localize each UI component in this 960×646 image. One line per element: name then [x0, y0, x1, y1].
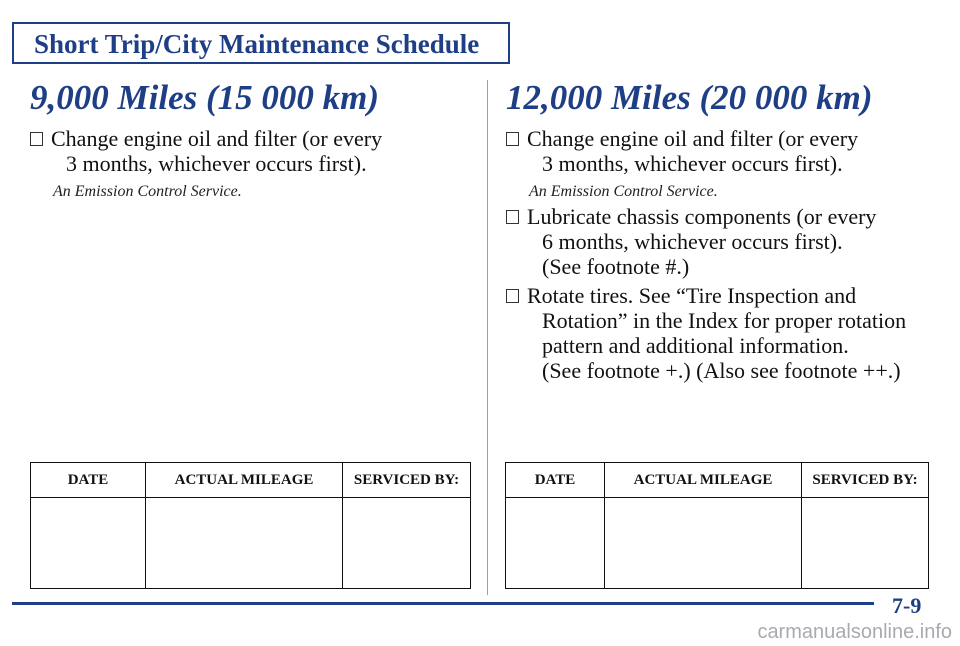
interval-heading-9000: 9,000 Miles (15 000 km): [30, 78, 380, 117]
mileage-entry-cell[interactable]: [146, 498, 343, 589]
emission-note: An Emission Control Service.: [53, 183, 242, 200]
item-line: 3 months, whichever occurs first).: [66, 151, 367, 176]
emission-note: An Emission Control Service.: [529, 183, 718, 200]
service-item-oil-change: [30, 126, 470, 204]
service-record-table-9000: [30, 462, 471, 589]
service-item-rotate-tires: [506, 283, 934, 383]
table-header-row: [31, 463, 471, 498]
item-line: Change engine oil and filter (or every: [527, 126, 859, 151]
checkbox-icon[interactable]: [30, 132, 43, 146]
date-entry-cell[interactable]: [506, 498, 605, 589]
interval-heading-12000: 12,000 Miles (20 000 km): [506, 78, 873, 117]
table-row: [506, 498, 929, 589]
footer-rule: [12, 602, 874, 605]
watermark: carmanualsonline.info: [757, 621, 952, 643]
serviced-by-entry-cell[interactable]: [343, 498, 471, 589]
column-header-actual-mileage: ACTUAL MILEAGE: [146, 463, 343, 498]
service-item-lubricate-chassis: [506, 204, 934, 279]
column-divider: [487, 80, 488, 595]
column-header-serviced-by: SERVICED BY:: [802, 463, 929, 498]
column-header-actual-mileage: ACTUAL MILEAGE: [605, 463, 802, 498]
item-line: 3 months, whichever occurs first).: [542, 151, 843, 176]
section-title-box: [12, 22, 510, 64]
checkbox-icon[interactable]: [506, 132, 519, 146]
item-line: (See footnote +.) (Also see footnote ++.): [542, 358, 901, 383]
column-header-date: DATE: [31, 463, 146, 498]
serviced-by-entry-cell[interactable]: [802, 498, 929, 589]
date-entry-cell[interactable]: [31, 498, 146, 589]
service-item-oil-change: [506, 126, 934, 204]
item-line: Change engine oil and filter (or every: [51, 126, 383, 151]
section-title: Short Trip/City Maintenance Schedule: [34, 29, 480, 59]
mileage-entry-cell[interactable]: [605, 498, 802, 589]
item-line: pattern and additional information.: [542, 333, 849, 358]
item-line: (See footnote #.): [542, 254, 690, 279]
page-number: 7-9: [892, 593, 922, 618]
table-row: [31, 498, 471, 589]
checkbox-icon[interactable]: [506, 289, 519, 303]
column-header-serviced-by: SERVICED BY:: [343, 463, 471, 498]
item-line: Rotate tires. See “Tire Inspection and: [527, 283, 857, 308]
service-record-table-12000: [505, 462, 929, 589]
table-header-row: [506, 463, 929, 498]
item-line: Lubricate chassis components (or every: [527, 204, 877, 229]
item-line: Rotation” in the Index for proper rotation: [542, 308, 907, 333]
column-header-date: DATE: [506, 463, 605, 498]
checkbox-icon[interactable]: [506, 210, 519, 224]
item-line: 6 months, whichever occurs first).: [542, 229, 843, 254]
